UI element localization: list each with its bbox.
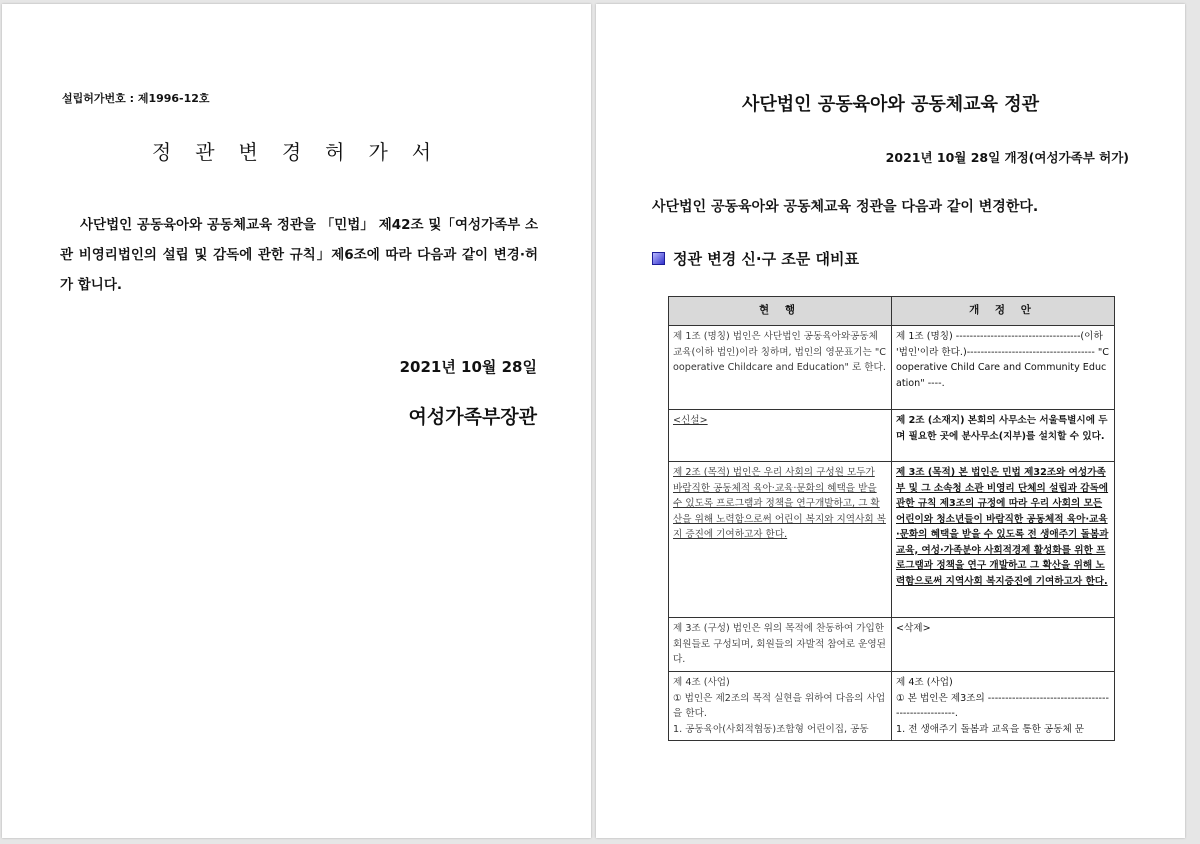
cell-current: 제 2조 (목적) 법인은 우리 사회의 구성원 모두가 바람직한 공동체적 육아·교육·문화의 혜택을 받을 수 있도록 프로그램과 정책을 연구개발하고, 그 확산을 위해 노력함으로써 어린이 복지와 지역사회 복지 증진에 기여하고자 한다.: [669, 462, 892, 618]
table-row: [669, 462, 1115, 618]
table-row: [669, 672, 1115, 741]
permit-body: 사단법인 공동육아와 공동체교육 정관을 「민법」 제42조 및「여성가족부 소관 비영리법인의 설립 및 감독에 관한 규칙」제6조에 따라 다음과 같이 변경·허가 합니다.: [60, 217, 538, 293]
cell-current: 제 3조 (구성) 법인은 위의 목적에 찬동하여 가입한 회원들로 구성되며, 회원들의 자발적 참여로 운영된다.: [669, 618, 892, 672]
permit-title: 정관변경허가서: [151, 140, 456, 164]
header-revised: 개 정 안: [892, 297, 1115, 326]
table-header-row: [669, 297, 1115, 326]
right-page: [596, 4, 1185, 838]
table-row: [669, 410, 1115, 462]
permit-date: 2021년 10월 28일: [399, 358, 537, 376]
cell-current: 제 1조 (명칭) 법인은 사단법인 공동육아와공동체교육(이하 법인)이라 칭하며, 법인의 영문표기는 "Cooperative Childcare and Education" 로 한다.: [669, 326, 892, 410]
permit-issuer: 여성가족부장관: [408, 406, 537, 428]
section-heading: [652, 248, 859, 269]
section-title: 정관 변경 신·구 조문 대비표: [673, 250, 859, 268]
cell-revised: 제 1조 (명칭) ------------------------------------(이하 '법인'이라 한다.)------------------------------------- "Cooperative Child Care and Community Education" ----.: [892, 326, 1115, 410]
permit-number: 설립허가번호 : 제1996-12호: [62, 92, 210, 105]
cell-revised: 제 2조 (소재지) 본회의 사무소는 서울특별시에 두며 필요한 곳에 분사무소(지부)를 설치할 수 있다.: [892, 410, 1115, 462]
cell-current: <신설>: [669, 410, 892, 462]
cell-revised: 제 4조 (사업) ① 본 법인은 제3조의 ----------------------------------------------------. 1. 전 생애주기 돌봄과 교육을 통한 공동체 문: [892, 672, 1115, 741]
cell-revised: 제 3조 (목적) 본 법인은 민법 제32조와 여성가족부 및 그 소속청 소관 비영리 단체의 설립과 감독에 관한 규칙 제3조의 규정에 따라 우리 사회의 모든 어린이와 청소년들이 바람직한 공동체적 육아·교육·문화의 혜택을 받을 수 있도록 전 생애주기 돌봄과 교육, 여성·가족분야 사회적경제 활성화를 위한 프로그램과 정책을 연구 개발하고 그 확산을 위해 노력함으로써 지역사회 복지증진에 기여하고자 한다.: [892, 462, 1115, 618]
table-row: [669, 618, 1115, 672]
square-bullet-icon: [652, 252, 665, 265]
bylaws-title: 사단법인 공동육아와 공동체교육 정관: [741, 94, 1039, 115]
table-row: [669, 326, 1115, 410]
cell-revised: <삭제>: [892, 618, 1115, 672]
cell-current: 제 4조 (사업) ① 법인은 제2조의 목적 실현을 위하여 다음의 사업을 한다. 1. 공동육아(사회적협동)조합형 어린이집, 공동: [669, 672, 892, 741]
comparison-table: [668, 296, 1115, 741]
header-current: 현 행: [669, 297, 892, 326]
intro-text: 사단법인 공동육아와 공동체교육 정관을 다음과 같이 변경한다.: [652, 199, 1039, 215]
revision-note: 2021년 10월 28일 개정(여성가족부 허가): [885, 150, 1129, 165]
left-page: [2, 4, 591, 838]
